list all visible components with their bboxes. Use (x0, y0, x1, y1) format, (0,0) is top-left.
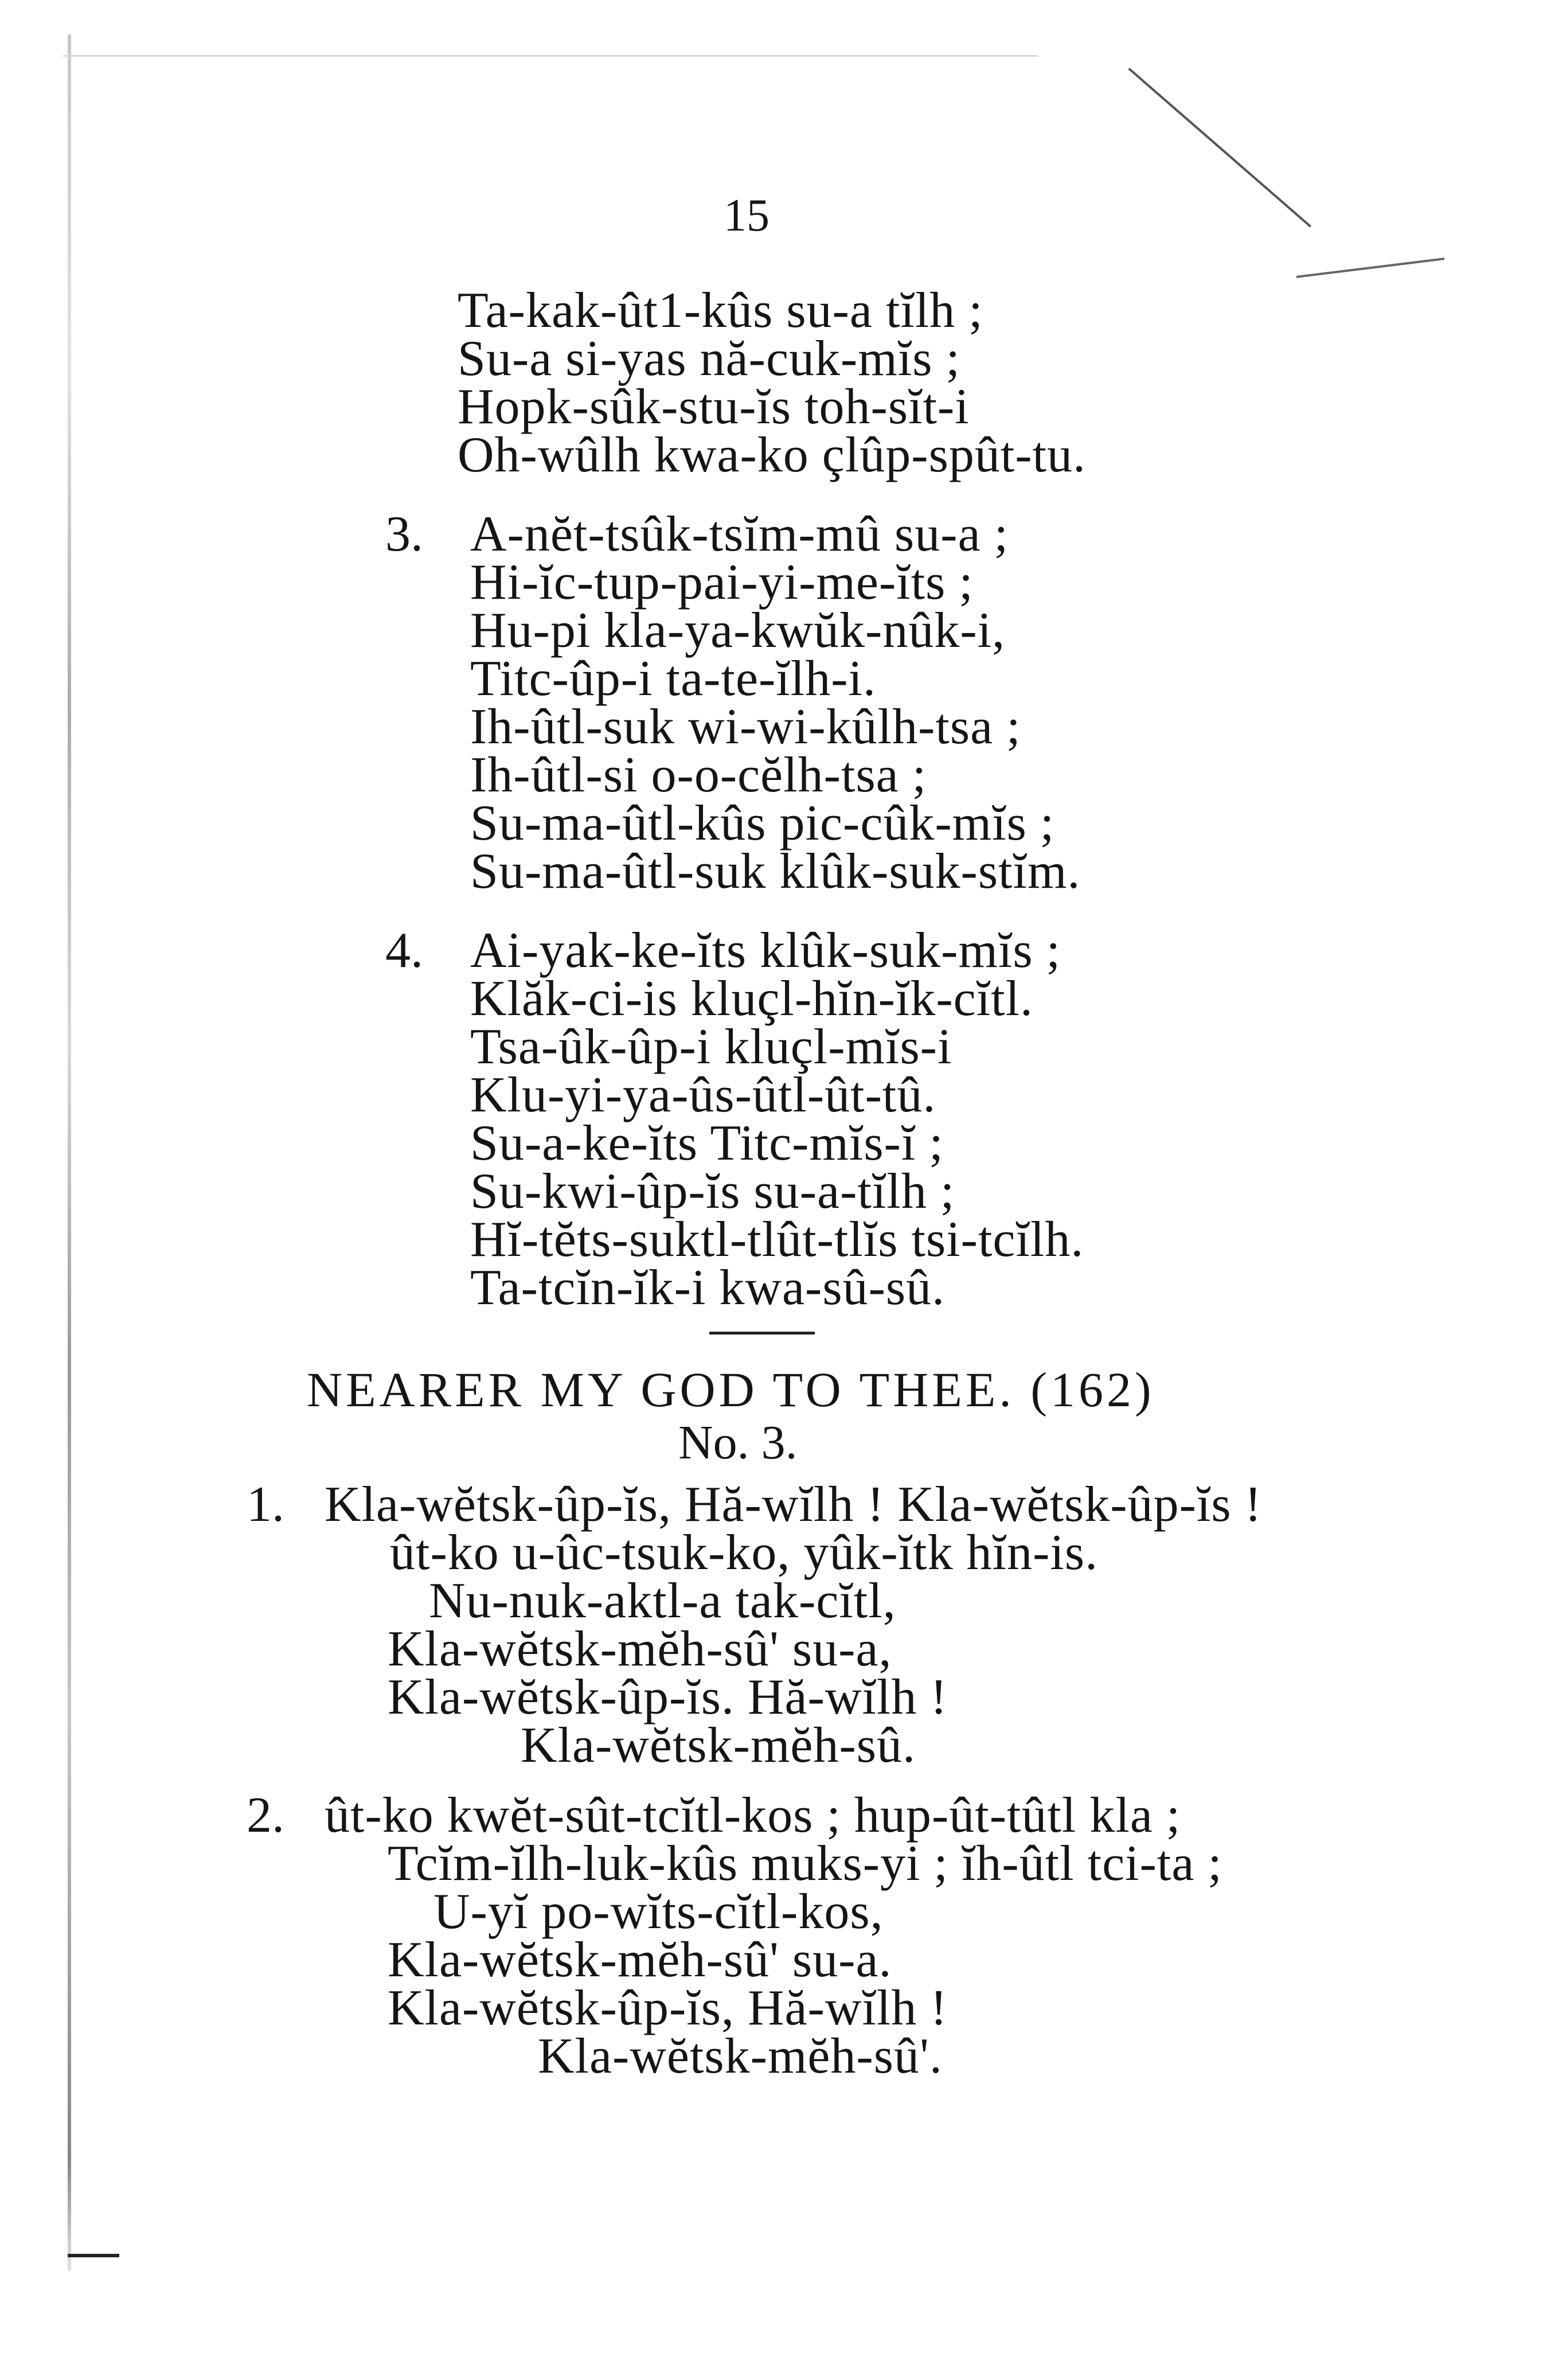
verse-line: Kla-wĕtsk-mĕh-sû'. (538, 2028, 943, 2084)
verse-line: Hopk-sûk-stu-ĭs toh-sĭt-i (458, 379, 970, 435)
verse-line: Kla-wĕtsk-mĕh-sû' su-a. (388, 1932, 892, 1988)
verse-line: Hu-pi kla-ya-kwŭk-nûk-i, (470, 603, 1006, 658)
verse-line: Nu-nuk-aktl-a tak-cĭtl, (429, 1573, 896, 1629)
verse-line: Su-ma-ûtl-suk klûk-suk-stĭm. (470, 844, 1081, 899)
page-number: 15 (724, 190, 769, 241)
verse-line: Tsa-ûk-ûp-i kluçl-mĭs-i (470, 1019, 952, 1075)
verse-line: A-nĕt-tsûk-tsĭm-mû su-a ; (470, 506, 1009, 562)
verse-number: 1. (247, 1477, 284, 1532)
scan-edge-top (63, 55, 1038, 57)
verse-line: Tcĭm-ĭlh-luk-kûs muks-yi ; ĭh-ûtl tci-ta ; (388, 1836, 1222, 1891)
verse-line: Kla-wĕtsk-ûp-ĭs, Hă-wĭlh ! Kla-wĕtsk-ûp-ĭs ! (325, 1477, 1262, 1532)
verse-line: Kla-wĕtsk-mĕh-sû' su-a, (388, 1621, 892, 1677)
verse-line: Ih-ûtl-suk wi-wi-kûlh-tsa ; (470, 699, 1021, 755)
verse-line: ût-ko u-ûc-tsuk-ko, yûk-ĭtk hĭn-is. (390, 1525, 1099, 1581)
verse-line: U-yĭ po-wĭts-cĭtl-kos, (433, 1884, 884, 1940)
verse-line: Su-ma-ûtl-kûs pic-cûk-mĭs ; (470, 795, 1055, 851)
verse-line: Klăk-ci-is kluçl-hĭn-ĭk-cĭtl. (470, 971, 1034, 1027)
verse-line: Kla-wĕtsk-ûp-ĭs. Hă-wĭlh ! (388, 1669, 948, 1725)
verse-line: Kla-wĕtsk-mĕh-sû. (521, 1718, 916, 1773)
verse-number: 2. (247, 1788, 284, 1843)
verse-line: Ai-yak-ke-ĭts klûk-suk-mĭs ; (470, 923, 1061, 978)
verse-line: Hĭ-tĕts-suktl-tlût-tlĭs tsi-tcĭlh. (470, 1212, 1084, 1267)
scan-edge (68, 34, 71, 2271)
verse-line: Su-a-ke-ĭts Titc-mĭs-ĭ ; (470, 1115, 944, 1171)
hymn-title: NEARER MY GOD TO THEE. (162) (307, 1362, 1155, 1417)
verse-line: Kla-wĕtsk-ûp-ĭs, Hă-wĭlh ! (388, 1980, 948, 2036)
verse-line: Su-kwi-ûp-ĭs su-a-tĭlh ; (470, 1164, 955, 1219)
verse-line: Hi-ĭc-tup-pai-yi-me-ĭts ; (470, 555, 974, 610)
hymn-number: No. 3. (678, 1416, 798, 1469)
verse-line: Ta-tcĭn-ĭk-i kwa-sû-sû. (470, 1260, 946, 1316)
section-divider (709, 1332, 815, 1335)
verse-line: Klu-yi-ya-ûs-ûtl-ût-tû. (470, 1067, 936, 1123)
verse-line: Oh-wûlh kwa-ko çlûp-spût-tu. (458, 427, 1087, 483)
verse-number: 3. (385, 506, 423, 562)
verse-line: Ta-kak-ût1-kûs su-a tĭlh ; (458, 283, 983, 338)
verse-line: ût-ko kwĕt-sût-tcĭtl-kos ; hup-ût-tûtl kla ; (325, 1788, 1181, 1843)
verse-line: Titc-ûp-i ta-te-ĭlh-i. (470, 651, 876, 707)
scan-artifact (1128, 68, 1311, 228)
verse-line: Su-a si-yas nă-cuk-mĭs ; (458, 331, 960, 387)
scan-artifact (1296, 257, 1445, 278)
verse-number: 4. (385, 923, 423, 978)
scan-artifact (68, 2254, 119, 2257)
verse-line: Ih-ûtl-si o-o-cĕlh-tsa ; (470, 747, 927, 803)
